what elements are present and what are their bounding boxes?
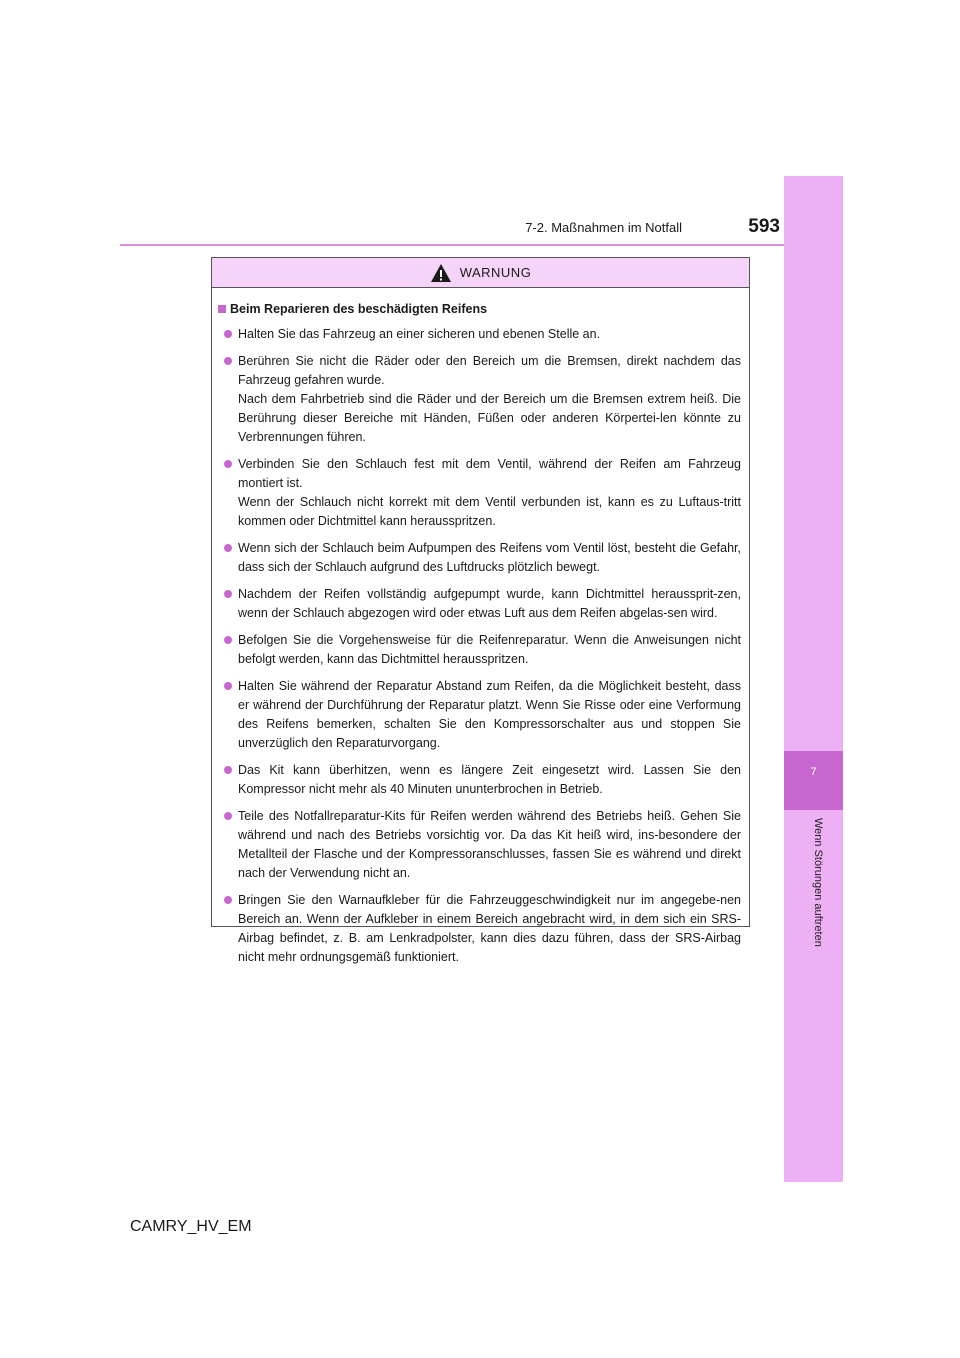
list-item: [224, 325, 741, 344]
chapter-number-box: [784, 751, 843, 810]
list-item-text: [238, 761, 741, 799]
chapter-label: Wenn Störungen auftreten: [812, 818, 824, 947]
warning-content: [212, 288, 749, 967]
footer-code: CAMRY_HV_EM: [130, 1218, 252, 1235]
list-item: [224, 455, 741, 531]
round-bullet-icon: [224, 766, 232, 774]
list-item-paragraph: Befolgen Sie die Vorgehensweise für die Reifenreparatur. Wenn die Anweisungen nicht befolgt werden, kann das Dichtmittel herausspritzen.: [238, 633, 741, 666]
warning-items-list: [218, 325, 741, 967]
warning-box: [211, 257, 750, 964]
list-item-text: [238, 891, 741, 967]
list-item: [224, 807, 741, 883]
page-number: 593: [748, 216, 780, 237]
list-item-text: [238, 455, 741, 531]
list-item: [224, 631, 741, 669]
round-bullet-icon: [224, 330, 232, 338]
list-item-paragraph: Teile des Notfallreparatur-Kits für Reifen werden während des Betriebs heiß. Gehen Sie während und nach des Betriebs vorsichtig vor. Da das Kit heiß wird, ins-besondere der Metallteil der Flasche und der Kompressoranschlusses, fassen Sie es während und direkt nach der Verwendung nicht an.: [238, 809, 741, 880]
list-item-text: [238, 807, 741, 883]
list-item-paragraph: Das Kit kann überhitzen, wenn es längere Zeit eingesetzt wird. Lassen Sie den Kompressor nicht mehr als 40 Minuten ununterbrochen in Betrieb.: [238, 763, 741, 796]
warning-title: WARNUNG: [459, 265, 532, 280]
list-item-paragraph: Bringen Sie den Warnaufkleber für die Fahrzeuggeschwindigkeit nur im angegebe-nen Bereich an. Wenn der Aufkleber in einem Bereich angebracht wird, in dem sich ein SRS-Airbag befindet, z. B. am Lenkradpolster, kann dies dazu führen, dass der SRS-Airbag nicht mehr ordnungsgemäß funktioniert.: [238, 893, 741, 964]
section-title: 7-2. Maßnahmen im Notfall: [525, 220, 682, 235]
round-bullet-icon: [224, 812, 232, 820]
list-item-paragraph: Nachdem der Reifen vollständig aufgepumpt wurde, kann Dichtmittel heraussprit-zen, wenn der Schlauch abgezogen wird oder etwas Luft aus dem Reifen abgelas-sen wird.: [238, 587, 741, 620]
list-item-paragraph: Verbinden Sie den Schlauch fest mit dem Ventil, während der Reifen am Fahrzeug montiert ist.: [238, 457, 741, 490]
list-item: [224, 891, 741, 967]
list-item-paragraph: Nach dem Fahrbetrieb sind die Räder und der Bereich um die Bremsen extrem heiß. Die Berührung dieser Bereiche mit Händen, Füßen oder anderen Körpertei-len könnte zu Verbrennungen führen.: [238, 392, 741, 444]
list-item-paragraph: Halten Sie das Fahrzeug an einer sicheren und ebenen Stelle an.: [238, 327, 601, 341]
list-item-text: [238, 585, 741, 623]
list-item-text: [238, 631, 741, 669]
square-bullet-icon: [218, 305, 226, 313]
round-bullet-icon: [224, 544, 232, 552]
list-item-text: [238, 325, 741, 344]
round-bullet-icon: [224, 636, 232, 644]
round-bullet-icon: [224, 460, 232, 468]
warning-heading: [218, 300, 741, 318]
list-item: [224, 585, 741, 623]
header-rule: [120, 244, 784, 246]
list-item: [224, 539, 741, 577]
list-item-text: [238, 539, 741, 577]
list-item-paragraph: Wenn der Schlauch nicht korrekt mit dem Ventil verbunden ist, kann es zu Luftaus-tritt kommen oder Dichtmittel kann herausspritzen.: [238, 495, 741, 528]
list-item-paragraph: Berühren Sie nicht die Räder oder den Bereich um die Bremsen, direkt nachdem das Fahrzeug gefahren wurde.: [238, 354, 741, 387]
list-item-text: [238, 352, 741, 447]
list-item: [224, 761, 741, 799]
list-item: [224, 677, 741, 753]
round-bullet-icon: [224, 590, 232, 598]
warning-triangle-icon: [430, 263, 452, 283]
list-item-text: [238, 677, 741, 753]
round-bullet-icon: [224, 682, 232, 690]
round-bullet-icon: [224, 896, 232, 904]
warning-header: [212, 258, 749, 288]
round-bullet-icon: [224, 357, 232, 365]
chapter-number: 7: [810, 766, 817, 778]
list-item: [224, 352, 741, 447]
warning-heading-text: Beim Reparieren des beschädigten Reifens: [230, 302, 488, 316]
list-item-paragraph: Halten Sie während der Reparatur Abstand zum Reifen, da die Möglichkeit besteht, dass er während der Durchführung der Reparatur platzt. Wenn Sie Risse oder eine Verformung des Reifens bemerken, schalten Sie den Kompressorschalter aus und stoppen Sie unverzüglich den Reparaturvorgang.: [238, 679, 741, 750]
list-item-paragraph: Wenn sich der Schlauch beim Aufpumpen des Reifens vom Ventil löst, besteht die Gefahr, dass sich der Schlauch aufgrund des Luftdrucks plötzlich bewegt.: [238, 541, 741, 574]
